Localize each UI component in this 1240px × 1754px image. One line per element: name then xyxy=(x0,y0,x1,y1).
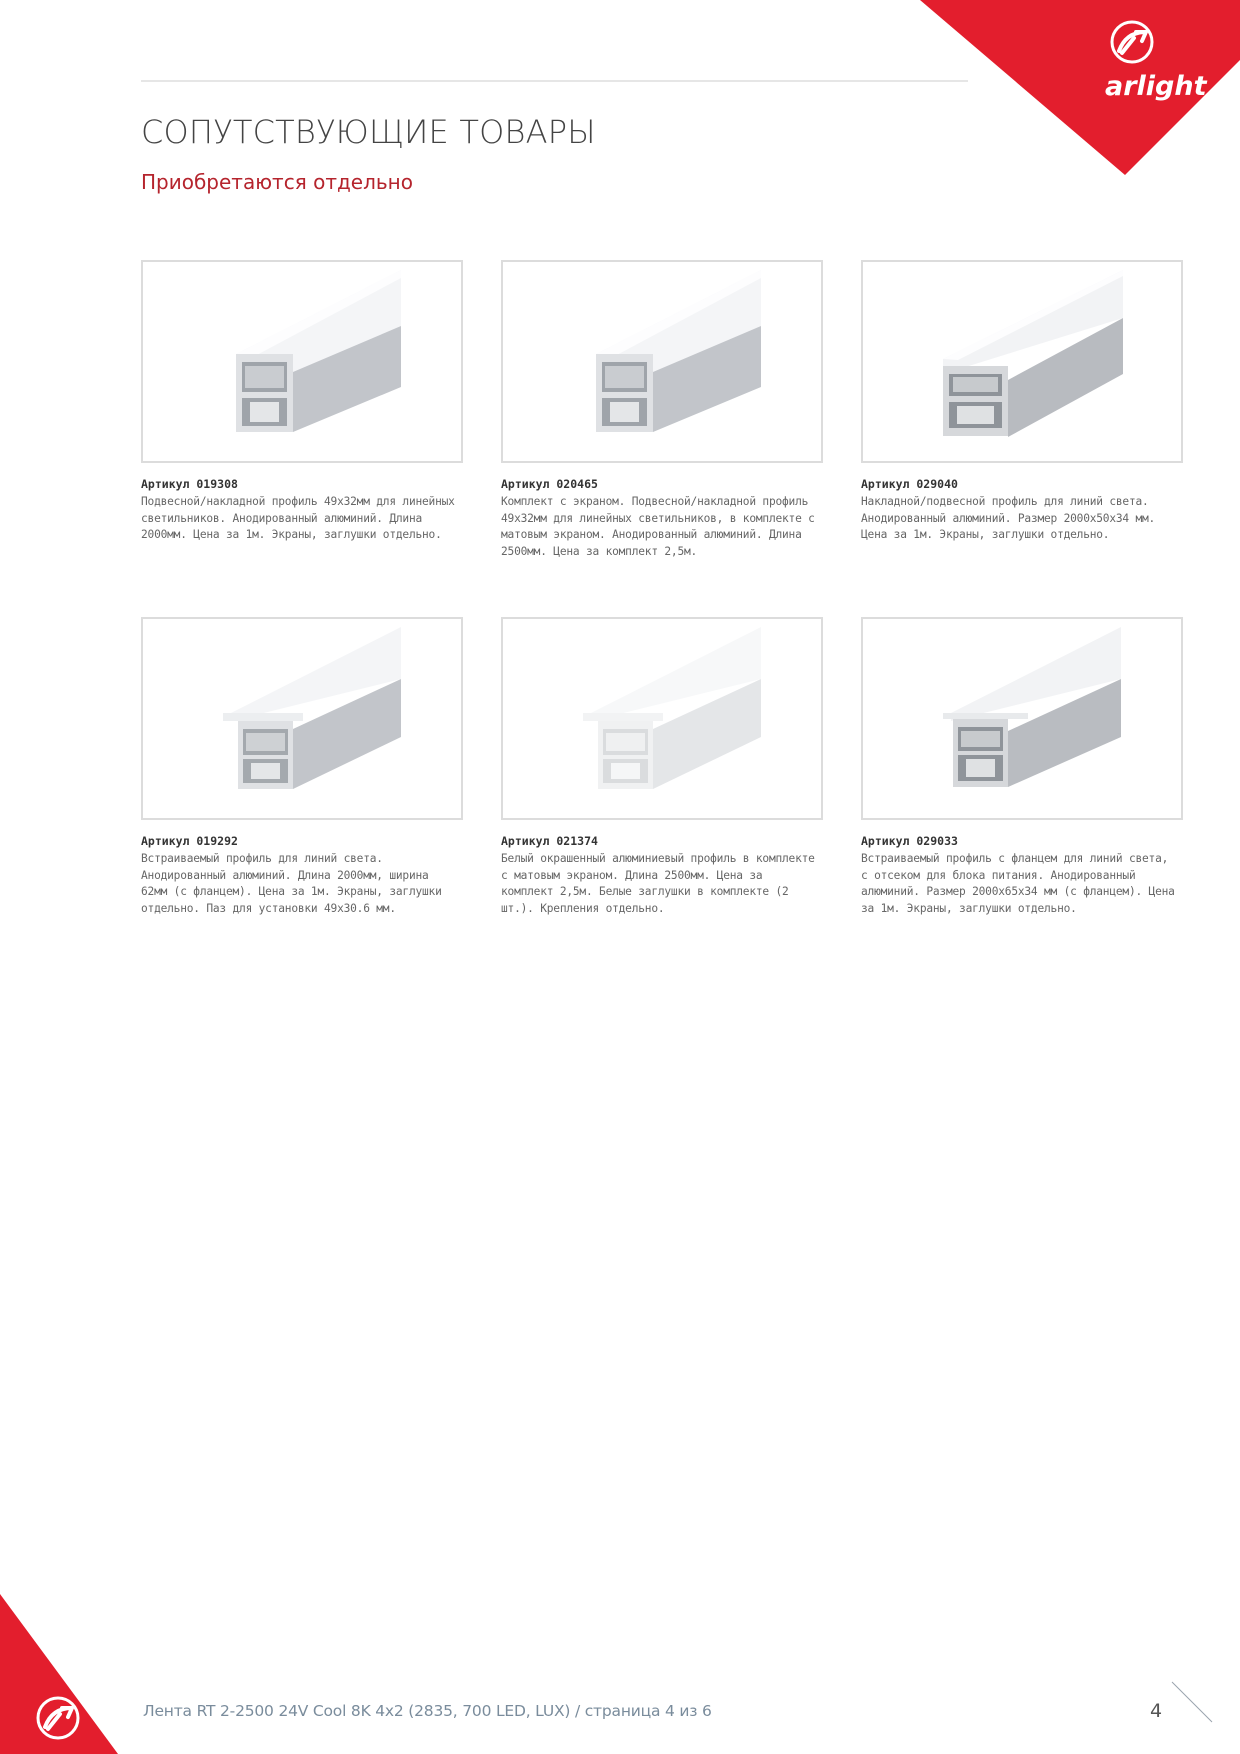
white-profile-icon xyxy=(503,619,821,818)
top-divider xyxy=(141,80,968,82)
brand-logo-text: arlight xyxy=(1105,71,1207,102)
product-description: Встраиваемый профиль с фланцем для линий света, с отсеком для блока питания. Анодированный алюминий. Размер 2000x65x34 мм (с фланцем). Цена за 1м. Экраны, заглушки отдельно. xyxy=(861,852,1175,915)
product-photo xyxy=(861,260,1183,463)
product-sku: Артикул 029033 xyxy=(861,834,958,848)
footer-document-title: Лента RT 2-2500 24V Cool 8K 4x2 (2835, 700 LED, LUX) / страница 4 из 6 xyxy=(143,1702,712,1720)
brand-corner-banner xyxy=(920,0,1240,180)
product-sku: Артикул 021374 xyxy=(501,834,598,848)
product-description: Встраиваемый профиль для линий света. Анодированный алюминий. Длина 2000мм, ширина 62мм (с фланцем). Цена за 1м. Экраны, заглушки отдельно. Паз для установки 49x30.6 мм. xyxy=(141,852,442,915)
product-card xyxy=(861,260,1191,544)
product-card xyxy=(501,260,831,560)
page-corner-line xyxy=(1170,1680,1214,1724)
product-card xyxy=(141,617,471,917)
page-subtitle: Приобретаются отдельно xyxy=(141,170,413,194)
product-description: Подвесной/накладной профиль 49x32мм для линейных светильников. Анодированный алюминий. Длина 2000мм. Цена за 1м. Экраны, заглушки отдельно. xyxy=(141,495,455,541)
aluminum-profile-icon xyxy=(143,619,461,818)
aluminum-profile-icon xyxy=(143,262,461,461)
product-photo xyxy=(501,617,823,820)
product-description: Комплект с экраном. Подвесной/накладной профиль 49x32мм для линейных светильников, в комплекте с матовым экраном. Анодированный алюминий. Длина 2500мм. Цена за комплект 2,5м. xyxy=(501,495,815,558)
product-sku: Артикул 019292 xyxy=(141,834,238,848)
brand-corner-footer xyxy=(0,1594,130,1754)
product-sku: Артикул 029040 xyxy=(861,477,958,491)
product-photo xyxy=(141,260,463,463)
product-sku: Артикул 019308 xyxy=(141,477,238,491)
product-description: Белый окрашенный алюминиевый профиль в комплекте с матовым экраном. Длина 2500мм. Цена за комплект 2,5м. Белые заглушки в комплекте (2 шт.). Крепления отдельно. xyxy=(501,852,815,915)
product-sku: Артикул 020465 xyxy=(501,477,598,491)
product-photo xyxy=(501,260,823,463)
aluminum-profile-icon xyxy=(863,619,1181,818)
aluminum-profile-icon xyxy=(863,262,1181,461)
product-card xyxy=(501,617,831,917)
product-card xyxy=(141,260,471,544)
product-photo xyxy=(141,617,463,820)
product-description: Накладной/подвесной профиль для линий света. Анодированный алюминий. Размер 2000x50x34 мм. Цена за 1м. Экраны, заглушки отдельно. xyxy=(861,495,1156,541)
page-title: СОПУТСТВУЮЩИЕ ТОВАРЫ xyxy=(141,113,596,151)
aluminum-profile-icon xyxy=(503,262,821,461)
product-card xyxy=(861,617,1191,917)
page-number: 4 xyxy=(1150,1700,1163,1722)
product-photo xyxy=(861,617,1183,820)
